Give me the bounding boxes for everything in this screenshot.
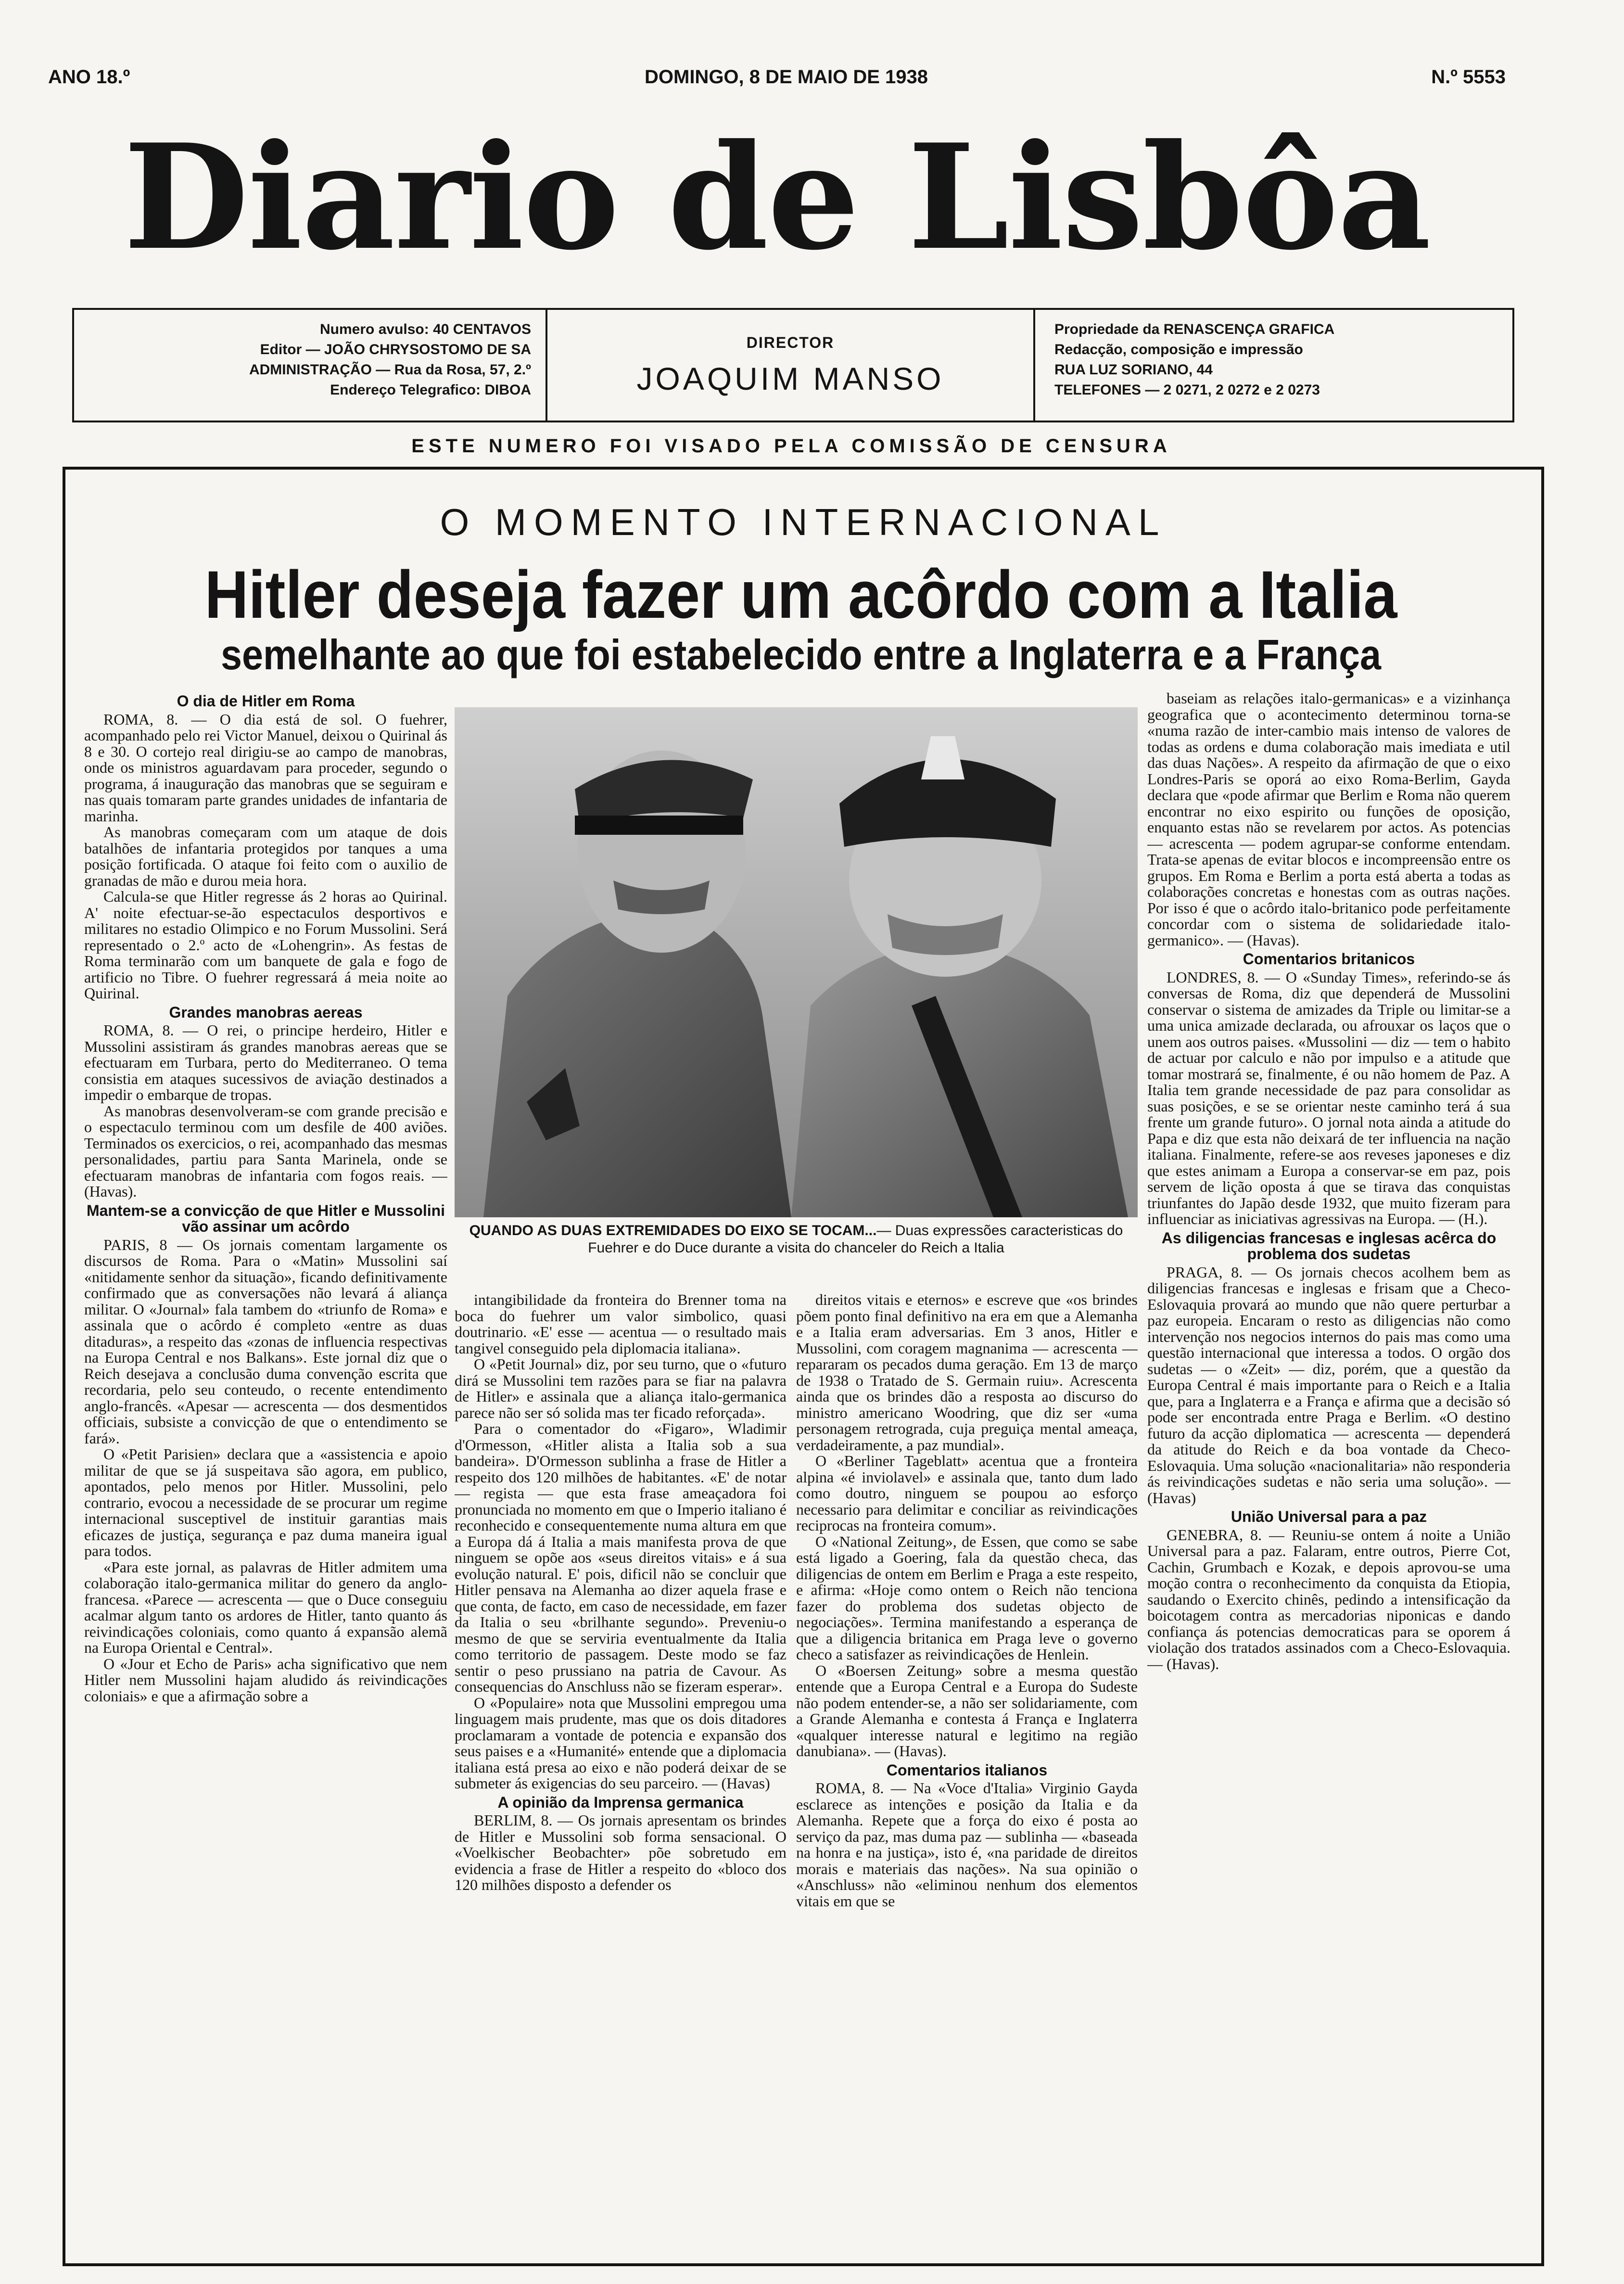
paragraph: O «Petit Parisien» declara que a «assistencia e apoio militar de que se já suspeitava são agora, em publico, apontados, pelo menos por Hitler. Mussolini, pelo contrario, evocou a necessidade de se procurar um regime internacional susceptivel de instituir garantias mais eficazes de justiça, segurança e paz duma maneira igual para todos.	[84, 1445, 447, 1559]
paragraph: ROMA, 8. — O rei, o principe herdeiro, Hitler e Mussolini assistiram ás grandes manobras aereas que se efectuaram em Turbara, perto do Mediterraneo. O tema consistia em ataques sucessivos de aviação destinados a impedir o embarque de tropas.	[84, 1021, 447, 1103]
section-heading: Comentarios britanicos	[1243, 950, 1415, 968]
editor-line: Editor — JOÃO CHRYSOSTOMO DE SA	[260, 342, 531, 357]
price-line: Numero avulso: 40 CENTAVOS	[320, 321, 531, 337]
section-heading: As diligencias francesas e inglesas acêrca do problema dos sudetas	[1161, 1229, 1497, 1263]
section-heading: União Universal para a paz	[1231, 1508, 1427, 1525]
issue-number: N.º 5553	[1431, 66, 1506, 88]
caption-bold: QUANDO AS DUAS EXTREMIDADES DO EIXO SE TOCAM...	[469, 1223, 877, 1238]
section-heading: Comentarios italianos	[886, 1761, 1048, 1779]
paragraph: As manobras começaram com um ataque de dois batalhões de infantaria protegidos por tanques a uma posição fortificada. O ataque foi feito com o auxilio de granadas de mão e durou meia hora.	[84, 823, 447, 889]
headline: Hitler deseja fazer um acôrdo com a Italia	[204, 557, 1397, 632]
paragraph: O «Jour et Echo de Paris» acha significativo que nem Hitler nem Mussolini hajam aludido ás reivindicações coloniais» e que a afirmação sobre a	[84, 1655, 447, 1705]
article-column-4	[1147, 690, 1510, 2259]
paragraph: ROMA, 8. — Na «Voce d'Italia» Virginio Gayda esclarece as intenções e posição da Italia e da Alemanha. Repete que a força do eixo é posta ao serviço da paz, mas duma paz — sublinha — «baseada na honra e na justiça», isto é, «na paridade de direitos morais e materiais das nações». Na sua opinião o «Anschluss» não «eliminou nenhum dos elementos vitais em que se	[796, 1779, 1138, 1910]
section-heading: Mantem-se a convicção de que Hitler e Mussolini vão assinar um acôrdo	[86, 1201, 445, 1235]
year-label: ANO 18.º	[48, 66, 130, 88]
paragraph: O «Petit Journal» diz, por seu turno, que o «futuro dirá se Mussolini tem razões para se fiar na palavra de Hitler» e assinala que a aliança italo-germanica parece não ser só solida mas ter ficado reforçada».	[455, 1355, 787, 1421]
paragraph: intangibilidade da fronteira do Brenner toma na boca do fuehrer um valor simbolico, quasi doutrinario. «E' esse — acentua — o resultado mais tangivel conseguido pela diplomacia italiana».	[455, 1292, 787, 1357]
section-kicker: O MOMENTO INTERNACIONAL	[440, 501, 1167, 543]
date-label: DOMINGO, 8 DE MAIO DE 1938	[645, 66, 928, 88]
info-director	[547, 310, 1035, 421]
paragraph: O «Populaire» nota que Mussolini empregou uma linguagem mais prudente, mas que os dois ditadores proclamaram a vontade de potencia e expansão dos seus paises e a «Humanité» entende que a diplomacia italiana está presa ao eixo e não poderá deixar de se submeter ás exigencias do seu parceiro. — (Havas)	[455, 1694, 787, 1792]
editorial-line: Redacção, composição e impressão	[1054, 342, 1303, 357]
paragraph: As manobras desenvolveram-se com grande precisão e o espectaculo terminou com um desfile de 400 aviões. Terminados os exercicios, o rei, acompanhado das mesmas personalidades, partiu para Santa Marinela, onde se efectuaram manobras de infantaria com fogos reais. — (Havas).	[84, 1102, 447, 1200]
section-heading: A opinião da Imprensa germanica	[497, 1793, 744, 1811]
paragraph: baseiam as relações italo-germanicas» e a vizinhança geografica que o acontecimento determinou torna-se «numa razão de inter-cambio mais intenso de valores de todas as ordens e duma colaboração mais imediata e util das duas Nações». A respeito da afirmação de que o eixo Londres-Paris se oporá ao eixo Roma-Berlim, Gayda declara que «pode afirmar que Berlim e Roma não querem encontrar no eixo espirito ou funções de oposição, enquanto estas não se revelarem por actos. As potencias — acrescenta — podem agrupar-se conforme entendam. Trata-se apenas de evitar blocos e incompreensão entre os grupos. Em Roma e Berlim a porta está aberta a todas as colaborações concretas e honestas com as outras nações. Por isso é que o acôrdo italo-britanico pode perfeitamente concordar com o sistema de solidariedade italo-germanico». — (Havas).	[1147, 690, 1510, 949]
paragraph: «Para este jornal, as palavras de Hitler admitem uma colaboração italo-germanica militar do genero da anglo-francesa. «Parece — acrescenta — que o Duce conseguiu acalmar algum tanto os ardores de Hitler, tanto quanto ás reivindicações coloniais, como quanto á expansão alemã na Europa Oriental e Central».	[84, 1558, 447, 1656]
section-heading: Grandes manobras aereas	[169, 1003, 363, 1021]
caption-text: — Duas expressões caracteristicas do Fuehrer e do Duce durante a visita do chanceler do Reich a Italia	[588, 1223, 1123, 1256]
paragraph: PARIS, 8 — Os jornais comentam largamente os discursos de Roma. Para o «Matin» Mussolini saí «nitidamente senhor da situação», ficando definitivamente confirmado que as conversações não levará á aliança militar. O «Journal» fala tambem do «triunfo de Roma» e assinala que o acôrdo é completo «entre as duas ditaduras», a respeito das «zonas de influencia respectivas na Europa Central e nos Balkans». Este jornal diz que o Reich desejava a conclusão duma convenção escrita que recordaria, pelo seu conteudo, o recente entendimento anglo-francês. «Apesar — acrescenta — dos desmentidos officiais, subsiste a convicção de que o entendimento se fará».	[84, 1236, 447, 1447]
paragraph: Para o comentador do «Figaro», Wladimir d'Ormesson, «Hitler alista a Italia sob a sua bandeira». D'Ormesson sublinha a frase de Hitler a respeito dos 120 milhões de habitantes. «E' de notar — regista — que esta frase ameaçadora foi pronunciada no momento em que o Imperio italiano é reconhecido e consequentemente numa altura em que a Europa dá á Italia a mais manifesta prova de que ninguem se opõe aos «seus direitos vitais» e á sua evolução natural. E' pois, dificil não se concluir que Hitler pensava na Alemanha ao dizer aquela frase e que conta, de facto, em caso de necessidade, em fazer da Italia o seu «brilhante segundo». Preveniu-o mesmo de que se serviria eventualmente da Italia como territorio de passagem. Deste modo se faz sentir o peso prussiano na patria de Cavour. As consequencias do Anschluss não se fizeram esperar».	[455, 1420, 787, 1695]
censorship-notice: ESTE NUMERO FOI VISADO PELA COMISSÃO DE CENSURA	[411, 435, 1171, 457]
paragraph: GENEBRA, 8. — Reuniu-se ontem á noite a União Universal para a paz. Falaram, entre outros, Pierre Cot, Cachin, Grumbach e Kozak, e depois aprovou-se uma moção contra o reconhecimento da conquista da Etiopia, saudando o Exercito chinês, pedindo a intensificação da boicotagem contra as mercadorias niponicas e dando confiança ás potencias democraticas para se oporem á violação dos tratados assinados com a Checo-Eslovaquia. — (Havas).	[1147, 1526, 1510, 1672]
photo-image	[455, 707, 1138, 1217]
section-heading: O dia de Hitler em Roma	[177, 692, 355, 710]
phones-line: TELEFONES — 2 0271, 2 0272 e 2 0273	[1054, 382, 1320, 398]
article-column-2	[455, 1292, 787, 2259]
paragraph: O «National Zeitung», de Essen, que como se sabe está ligado a Goering, fala da questão checa, das diligencias de ontem em Berlim e Praga a este respeito, e afirma: «Hoje como ontem o Reich não tenciona fazer do problema dos sudetas objecto de negociações». Termina manifestando a esperança de que a diligencia britanica em Praga leve o governo checo a satisfazer as reivindicações de Henlein.	[796, 1532, 1138, 1663]
telegraph-line: Endereço Telegrafico: DIBOA	[330, 382, 531, 398]
info-bar	[72, 308, 1514, 422]
masthead-title: Diario de Lisbôa	[123, 112, 1431, 282]
subheadline: semelhante ao que foi estabelecido entre a Inglaterra e a França	[220, 631, 1382, 678]
photo-caption	[455, 1222, 1138, 1257]
paragraph: PRAGA, 8. — Os jornais checos acolhem bem as diligencias francesas e inglesas e frisam que a Checo-Eslovaquia provará ao mundo que não quere perturbar a paz europeia. Encaram o resto as diligencias não como intervenção nos negocios internos do pais mas como uma questão internacional que interessa a todos. O orgão dos sudetas — o «Zeit» — diz, porém, que a questão da Europa Central é mais importante para o Reich e a Italia que, para a Inglaterra e a França e afirma que a decisão só pode ser encontrada entre Praga e Berlim. «O destino futuro da acção diplomatica — acrescenta — dependerá da atitude do Reich e da boa vontade da Checo-Eslovaquia. Uma solução «nacionalitaria» não responderia ás reivindicações sudetas e não seria uma solução». — (Havas)	[1147, 1263, 1510, 1506]
address-line: RUA LUZ SORIANO, 44	[1054, 362, 1213, 378]
administration-line: ADMINISTRAÇÃO — Rua da Rosa, 57, 2.º	[249, 362, 531, 378]
paragraph: BERLIM, 8. — Os jornais apresentam os brindes de Hitler e Mussolini sob forma sensacional. O «Voelkischer Beobachter» põe sobretudo em evidencia a frase de Hitler a respeito do «bloco dos 120 milhões disposto a defender os	[455, 1812, 787, 1893]
paragraph: Calcula-se que Hitler regresse ás 2 horas ao Quirinal. A' noite efectuar-se-ão espectaculos desportivos e militares no estadio Olimpico e no Forum Mussolini. Será representado o 2.º acto de «Lohengrin». As festas de Roma terminarão com um banquete de gala e fogo de artificio no Tibre. O fuehrer regressará á meia noite ao Quirinal.	[84, 888, 447, 1002]
director-label: DIRECTOR	[746, 334, 835, 351]
info-left	[74, 310, 547, 421]
dateline	[48, 66, 1506, 95]
paragraph: LONDRES, 8. — O «Sunday Times», referindo-se ás conversas de Roma, diz que dependerá de Mussolini conservar o sistema de amizades da Triple ou limitar-se a uma unica amizade declarada, ou afrouxar os laços que o unem aos outros paises. «Mussolini — diz — tem o habito de actuar por calculo e não por impulso e a atitude que tomar mostrará se, finalmente, é ou não homem de Paz. A Italia tem grande necessidade de paz para consolidar as suas posições, e se se orientar neste caminho terá á sua frente um grande futuro». O jornal nota ainda a atitude do Papa e diz que esta não deixará de ter influencia na nação italiana. Finalmente, refere-se aos reveses japoneses e diz que estes animam a Europa a conservar-se em paz, pois servem de lição oposta á que se tirava das conquistas triunfantes do Japão desde 1932, que muito fizeram para influenciar as iniciativas agressivas na Europa. — (H.).	[1147, 968, 1510, 1227]
photo-hitler-mussolini	[455, 707, 1138, 1217]
director-name: JOAQUIM MANSO	[636, 361, 944, 396]
paragraph: O «Boersen Zeitung» sobre a mesma questão entende que a Europa Central e a Europa do Sudeste não podem entender-se, a não ser solidariamente, com a Grande Alemanha e contesta á França e Inglaterra «qualquer interesse natural e legitimo na região danubiana». — (Havas).	[796, 1661, 1138, 1760]
owner-line: Propriedade da RENASCENÇA GRAFICA	[1054, 321, 1335, 337]
article-column-3	[796, 1292, 1138, 2259]
paragraph: direitos vitais e eternos» e escreve que «os brindes põem ponto final definitivo na era em que a Alemanha e a Italia eram adversarias. Em 3 anos, Hitler e Mussolini, com coragem magnanima — acrescenta — repararam os pecados duma geração. Em 13 de março de 1938 o Tratado de S. Germain ruiu». Acrescenta ainda que os brindes dão a resposta ao discurso do ministro americano Woodring, que diz ser «uma personagem retrograda, cuja preguiça mental ameaça, verdadeiramente, a paz mundial».	[796, 1292, 1138, 1454]
paragraph: O «Berliner Tageblatt» acentua que a fronteira alpina «é inviolavel» e assinala que, tanto dum lado como doutro, ninguem se poupou ao esforço necessario para delimitar e conciliar as reivindicações reciprocas na fronteira comum».	[796, 1452, 1138, 1534]
paragraph: ROMA, 8. — O dia está de sol. O fuehrer, acompanhado pelo rei Victor Manuel, deixou o Quirinal ás 8 e 30. O cortejo real dirigiu-se ao campo de manobras, onde os ministros aguardavam para proceder, segundo o programa, á inauguração das manobras que se seguiram e nas quais tomaram parte grandes unidades de infantaria de marinha.	[84, 710, 447, 825]
info-right	[1035, 310, 1511, 421]
article-column-1	[84, 690, 447, 2259]
